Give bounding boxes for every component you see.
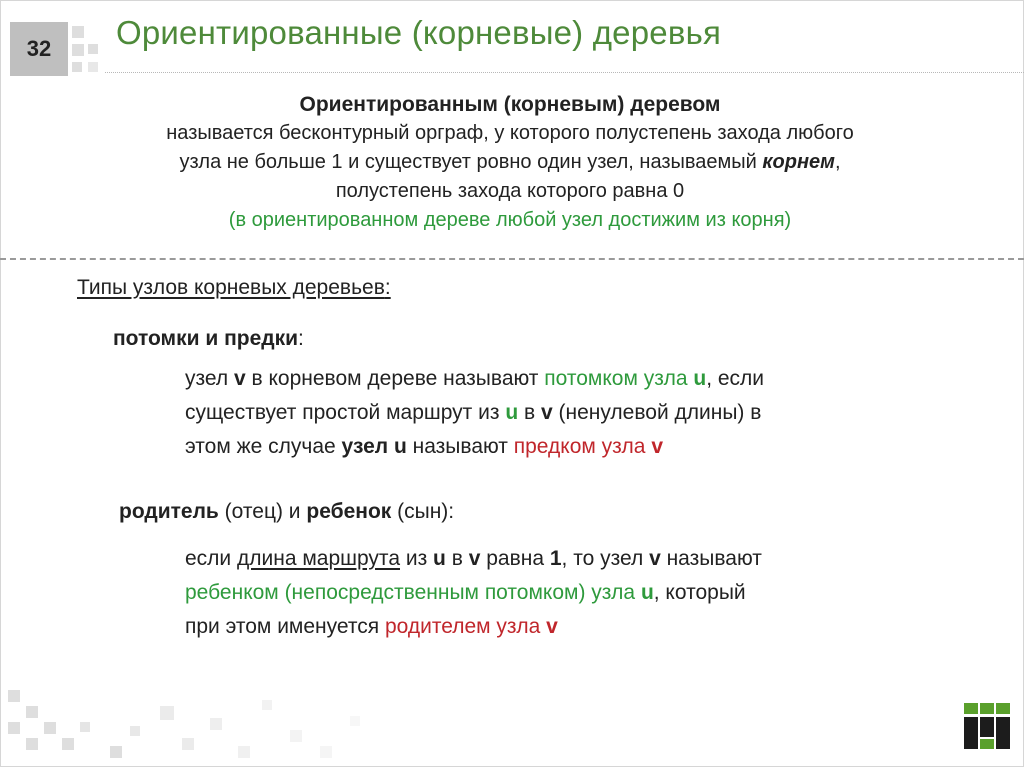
decor-square bbox=[88, 62, 98, 72]
text-run: называют bbox=[660, 547, 762, 570]
section-1-line-2 bbox=[185, 396, 764, 430]
definition-note: (в ориентированном дереве любой узел достижим из корня) bbox=[228, 209, 792, 231]
var-u: u bbox=[433, 547, 446, 570]
term-parent-definition: родителем узла bbox=[384, 615, 547, 638]
decor-square bbox=[72, 44, 84, 56]
var-v: v bbox=[468, 547, 481, 570]
term-descendant: потомком узла bbox=[544, 367, 694, 390]
term-child: ребенок bbox=[306, 500, 392, 523]
section-2-paragraph bbox=[185, 542, 762, 644]
text-run: в bbox=[445, 547, 469, 570]
section-2-heading bbox=[119, 500, 454, 524]
section-1-paragraph bbox=[185, 362, 764, 464]
decor-square bbox=[262, 700, 272, 710]
text-run: в bbox=[518, 401, 541, 424]
text-run: этом же случае bbox=[185, 435, 342, 458]
text-run: при этом именуется bbox=[185, 615, 385, 638]
decor-square bbox=[350, 716, 360, 726]
var-v: v bbox=[233, 367, 246, 390]
definition-heading: Ориентированным (корневым) деревом bbox=[299, 93, 721, 116]
definition-block bbox=[80, 90, 940, 235]
types-heading bbox=[77, 276, 391, 300]
term-parent: родитель bbox=[119, 500, 219, 523]
section-separator bbox=[0, 258, 1024, 260]
term-path-length: длина маршрута bbox=[237, 547, 400, 570]
var-u: u bbox=[505, 401, 519, 424]
decor-square bbox=[182, 738, 194, 750]
text-run: узел bbox=[185, 367, 234, 390]
title-divider bbox=[105, 72, 1024, 73]
var-u: u bbox=[640, 581, 654, 604]
decor-square bbox=[160, 706, 174, 720]
section-1-heading bbox=[113, 327, 304, 351]
types-heading-colon: : bbox=[384, 276, 391, 299]
decor-square bbox=[72, 26, 84, 38]
decor-square bbox=[210, 718, 222, 730]
definition-line-2 bbox=[80, 148, 940, 177]
text-run: равна bbox=[480, 547, 550, 570]
decor-square bbox=[290, 730, 302, 742]
definition-text: узла не больше 1 и существует ровно один узел, называемый bbox=[179, 151, 763, 173]
text-run: , если bbox=[706, 367, 765, 390]
var-v: v bbox=[651, 435, 663, 458]
section-2-line-2 bbox=[185, 576, 762, 610]
text-run: существует простой маршрут из bbox=[185, 401, 506, 424]
section-1-term: потомки и предки bbox=[113, 327, 299, 350]
term-ancestor: предком узла bbox=[513, 435, 652, 458]
term-root: корнем bbox=[762, 151, 835, 173]
types-heading-text: Типы узлов корневых деревьев bbox=[77, 276, 385, 299]
text-run: (отец) и bbox=[218, 500, 307, 523]
text-run: , который bbox=[653, 581, 746, 604]
decor-square bbox=[320, 746, 332, 758]
var-v: v bbox=[546, 615, 558, 638]
section-2-line-3 bbox=[185, 610, 762, 644]
decor-square bbox=[26, 706, 38, 718]
section-1-line-3 bbox=[185, 430, 764, 464]
decor-square bbox=[110, 746, 122, 758]
var-u: u bbox=[693, 367, 707, 390]
section-2-line-1 bbox=[185, 542, 762, 576]
decor-square bbox=[80, 722, 90, 732]
section-1-colon: : bbox=[298, 327, 304, 350]
definition-text: , bbox=[834, 151, 841, 173]
decor-square bbox=[8, 722, 20, 734]
decor-square bbox=[26, 738, 38, 750]
decor-square bbox=[238, 746, 250, 758]
var-v: v bbox=[649, 547, 661, 570]
decor-square bbox=[44, 722, 56, 734]
university-logo-icon bbox=[964, 703, 1010, 749]
value-one: 1 bbox=[549, 547, 562, 570]
decor-square bbox=[62, 738, 74, 750]
term-child-definition: ребенком (непосредственным потомком) узла bbox=[185, 581, 641, 604]
text-run: называют bbox=[406, 435, 514, 458]
decor-square bbox=[72, 62, 82, 72]
decor-square bbox=[8, 690, 20, 702]
node-u-bold: узел u bbox=[341, 435, 407, 458]
slide-number: 32 bbox=[10, 22, 68, 76]
slide-title: Ориентированные (корневые) деревья bbox=[116, 14, 722, 51]
text-run: , то узел bbox=[561, 547, 650, 570]
var-v: v bbox=[540, 401, 553, 424]
decor-square bbox=[130, 726, 140, 736]
definition-line-3: полустепень захода которого равна 0 bbox=[335, 180, 685, 202]
text-run: (сын): bbox=[391, 500, 455, 523]
text-run: в корневом дереве называют bbox=[245, 367, 545, 390]
decor-square bbox=[88, 44, 98, 54]
text-run: (ненулевой длины) в bbox=[552, 401, 762, 424]
text-run: из bbox=[400, 547, 434, 570]
definition-line-1: называется бесконтурный орграф, у которого полустепень захода любого bbox=[166, 122, 854, 144]
text-run: если bbox=[185, 547, 237, 570]
section-1-line-1 bbox=[185, 362, 764, 396]
